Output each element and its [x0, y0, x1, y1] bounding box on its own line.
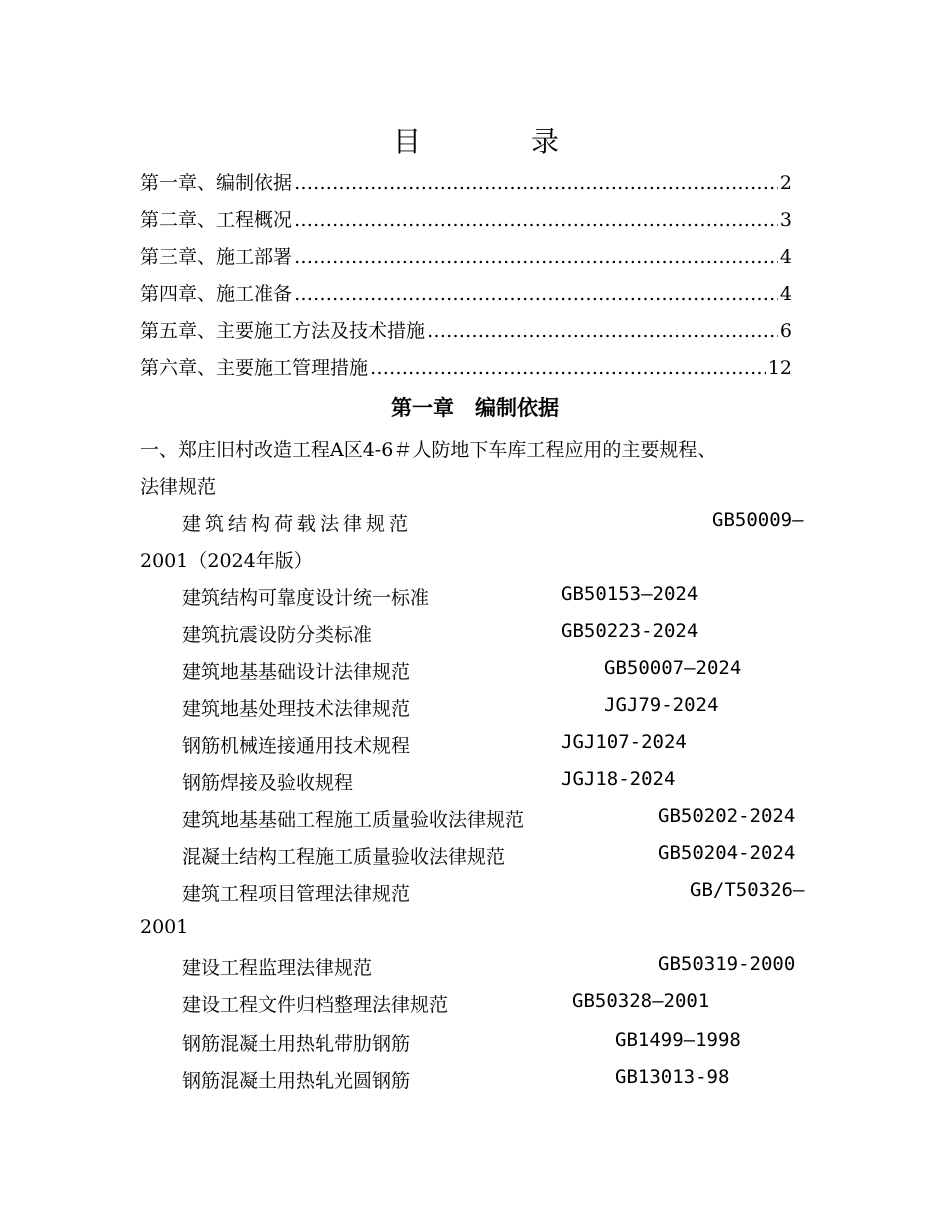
standard-name: 钢筋混凝土用热轧光圆钢筋 — [182, 1070, 411, 1092]
toc-entry-label: 第六章、主要施工管理措施 — [140, 357, 369, 379]
standard-code: GB13013-98 — [615, 1066, 730, 1088]
standard-name: 建设工程监理法律规范 — [182, 957, 373, 979]
standard-name: 钢筋机械连接通用技术规程 — [182, 735, 411, 757]
toc-entry-page: 4 — [779, 246, 792, 268]
standard-name: 钢筋焊接及验收规程 — [182, 772, 354, 794]
standard-code-continuation: 2001 — [140, 916, 189, 938]
toc-leader-dots — [294, 283, 778, 305]
standard-code: GB50319-2000 — [658, 953, 796, 975]
standard-name: 建筑地基基础设计法律规范 — [182, 661, 411, 683]
standard-name: 建设工程文件归档整理法律规范 — [182, 994, 449, 1016]
standard-code: GB50153—2024 — [561, 583, 699, 605]
standard-code: JGJ79-2024 — [604, 694, 719, 716]
toc-leader-dots — [294, 172, 778, 194]
standard-name: 建筑地基处理技术法律规范 — [182, 698, 411, 720]
toc-entry-label: 第五章、主要施工方法及技术措施 — [140, 320, 426, 342]
toc-entry-label: 第三章、施工部署 — [140, 246, 293, 268]
toc-entry[interactable] — [140, 353, 792, 383]
standard-name: 混凝土结构工程施工质量验收法律规范 — [182, 846, 506, 868]
section-heading-line-2: 法律规范 — [140, 476, 217, 498]
standard-code: JGJ18-2024 — [561, 768, 676, 790]
standard-name: 建筑地基基础工程施工质量验收法律规范 — [182, 809, 525, 831]
toc-entry[interactable] — [140, 168, 792, 198]
toc-entry-page: 12 — [767, 357, 792, 379]
standard-code-continuation: 2001（2024年版） — [140, 550, 313, 572]
standard-code: GB50007—2024 — [604, 657, 742, 679]
standard-code: GB50328—2001 — [572, 990, 710, 1012]
toc-leader-dots — [294, 246, 778, 268]
standard-code: GB50202-2024 — [658, 805, 796, 827]
toc-entry-page: 4 — [779, 283, 792, 305]
toc-entry-page: 6 — [779, 320, 792, 342]
toc-entry-label: 第二章、工程概况 — [140, 209, 293, 231]
standard-name: 建筑结构可靠度设计统一标准 — [182, 587, 430, 609]
standard-code: GB/T50326— — [690, 879, 805, 901]
standard-code: JGJ107-2024 — [561, 731, 687, 753]
toc-leader-dots — [370, 357, 766, 379]
toc-title-char-1: 目 — [393, 125, 422, 158]
standard-code: GB50009— — [712, 509, 804, 531]
toc-entry[interactable] — [140, 316, 792, 346]
toc-entry[interactable] — [140, 242, 792, 272]
standard-code: GB50204-2024 — [658, 842, 796, 864]
standard-name: 钢筋混凝土用热轧带肋钢筋 — [182, 1033, 411, 1055]
toc-entry[interactable] — [140, 279, 792, 309]
toc-entry-page: 2 — [779, 172, 792, 194]
toc-entry-label: 第四章、施工准备 — [140, 283, 293, 305]
toc-entry-label: 第一章、编制依据 — [140, 172, 293, 194]
section-heading-line-1: 一、郑庄旧村改造工程A区4-6＃人防地下车库工程应用的主要规程、 — [140, 439, 717, 461]
standard-name: 建筑工程项目管理法律规范 — [182, 883, 411, 905]
standard-code: GB1499—1998 — [615, 1029, 741, 1051]
toc-title-char-2: 录 — [531, 125, 560, 158]
standard-code: GB50223-2024 — [561, 620, 699, 642]
toc-leader-dots — [294, 209, 778, 231]
toc-entry[interactable] — [140, 205, 792, 235]
chapter-heading: 第一章 编制依据 — [391, 395, 559, 420]
toc-entry-page: 3 — [779, 209, 792, 231]
toc-leader-dots — [427, 320, 778, 342]
standard-name: 建筑结构荷载法律规范 — [182, 513, 413, 535]
standard-name: 建筑抗震设防分类标准 — [182, 624, 373, 646]
